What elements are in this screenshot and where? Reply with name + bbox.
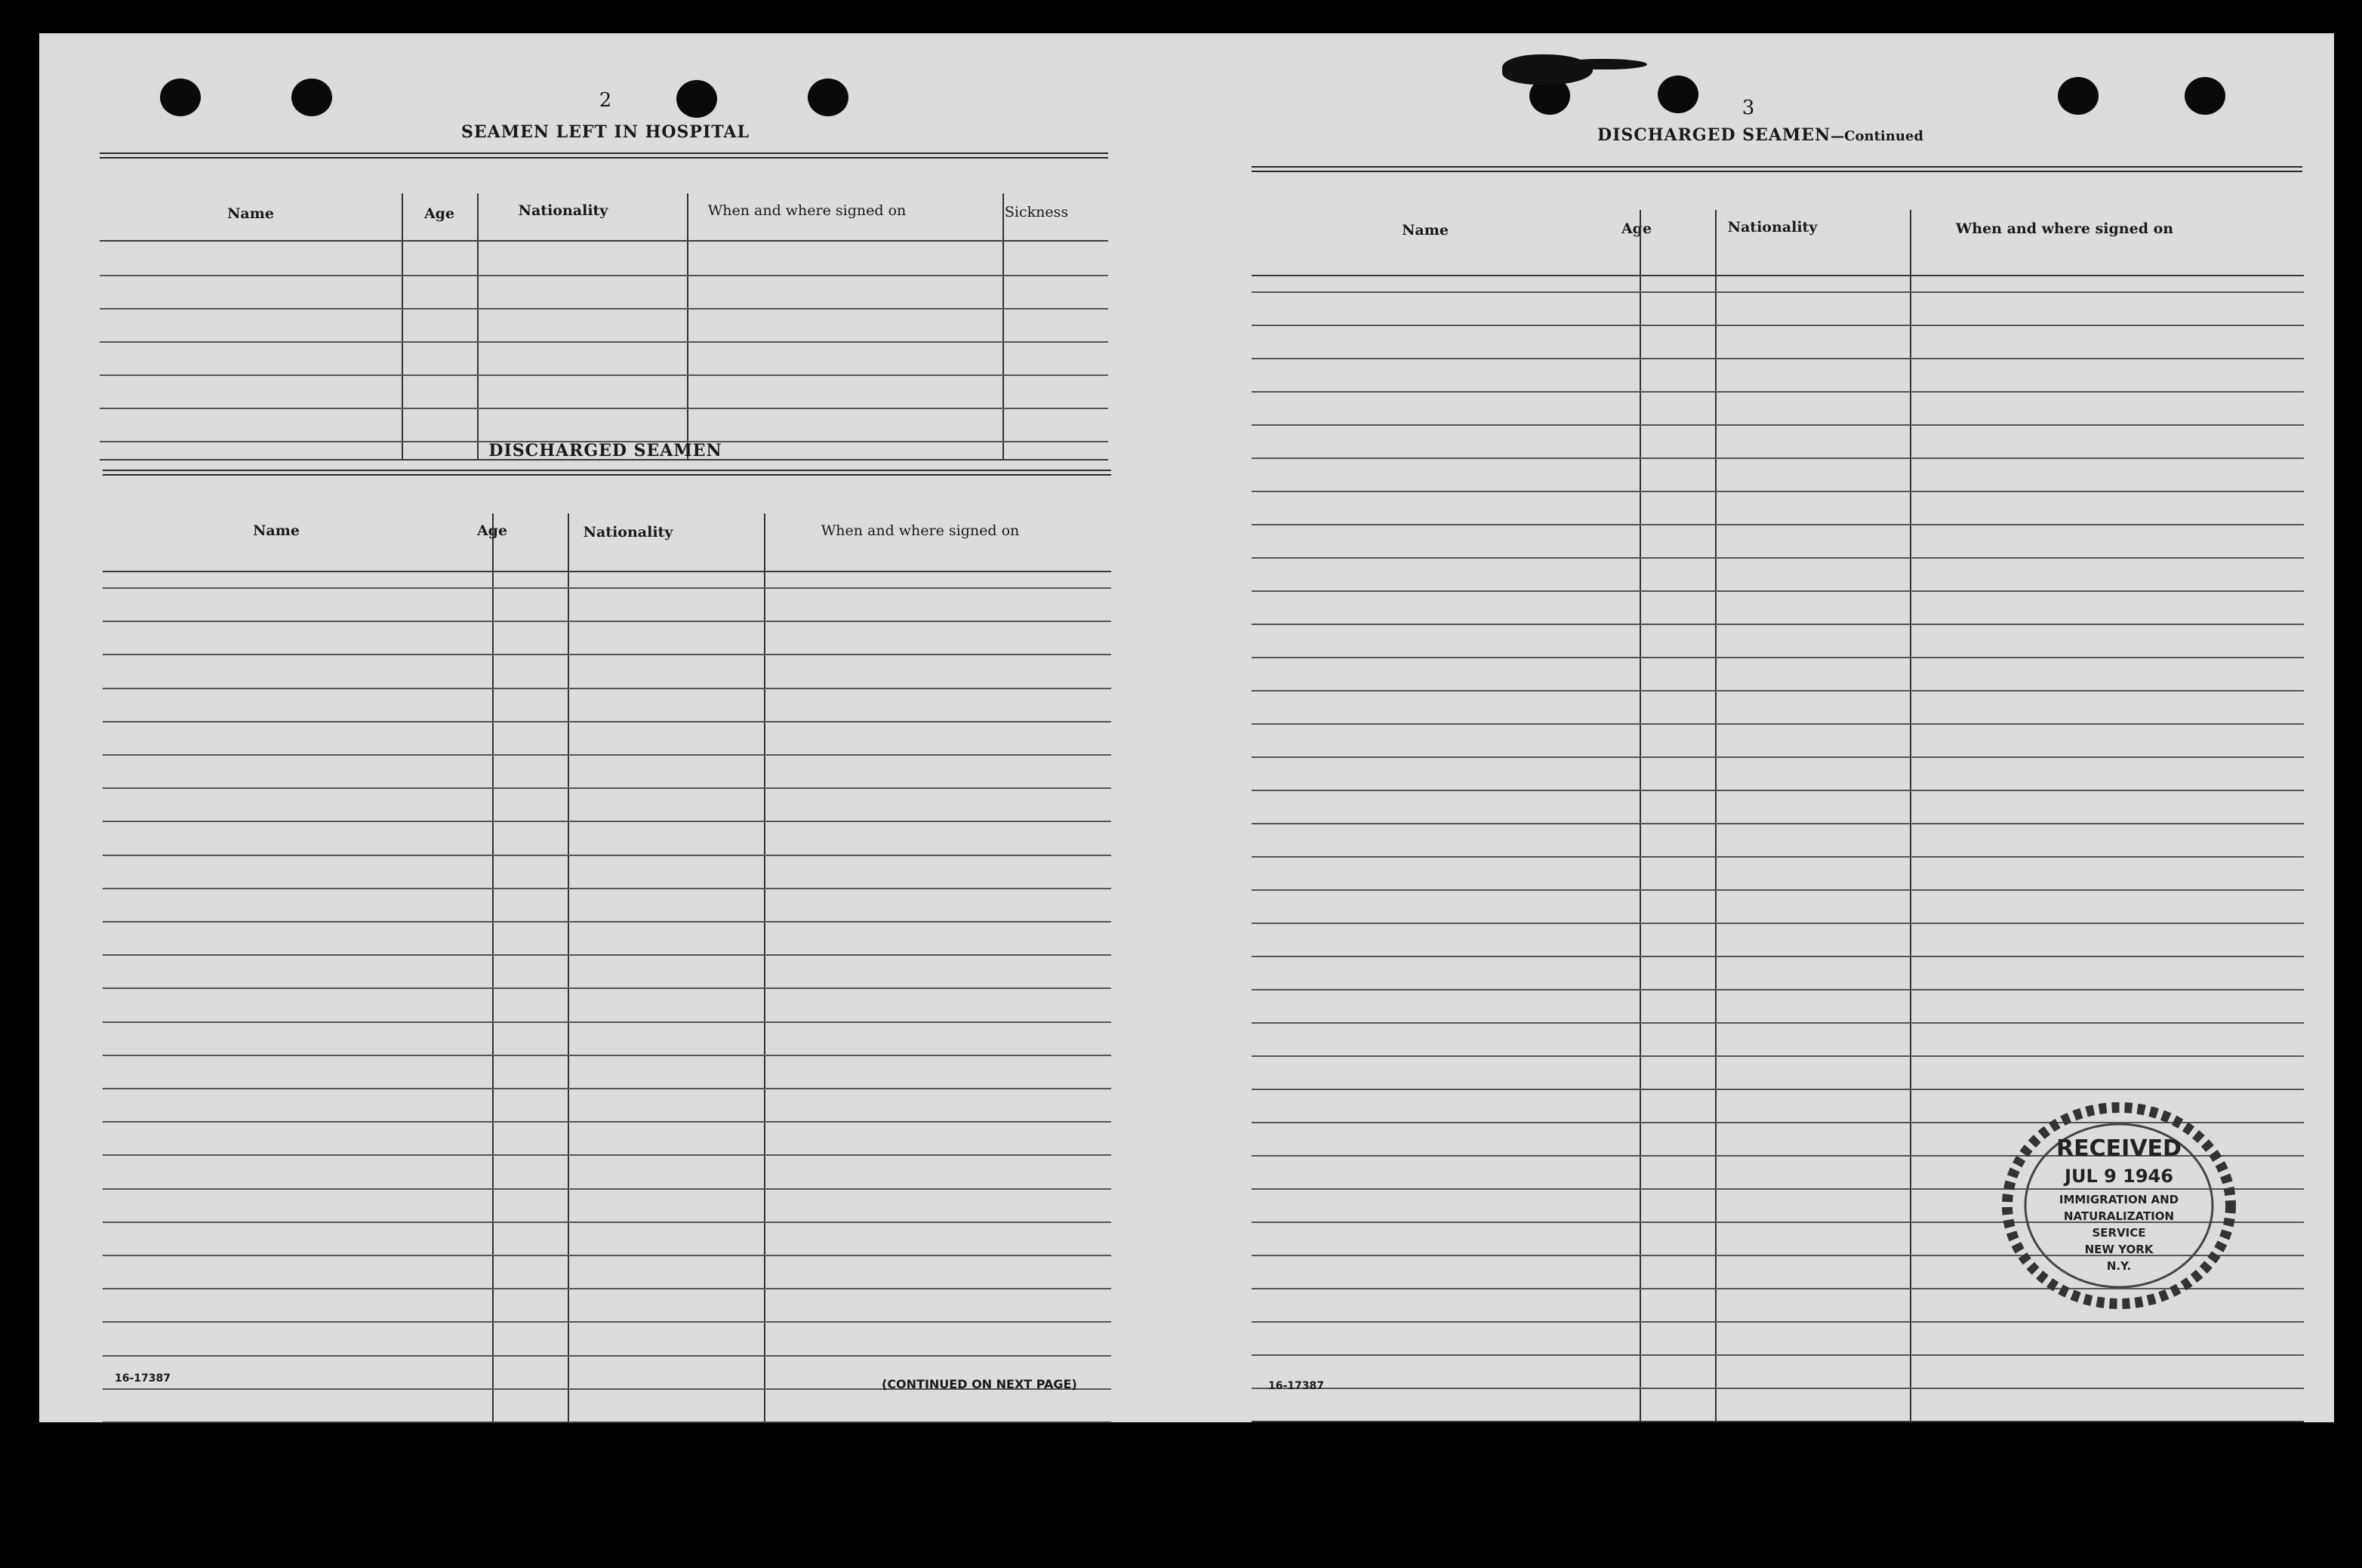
discharged-right-row-rule xyxy=(1252,1388,2304,1389)
discharged-left-row-rule xyxy=(103,621,1111,622)
hospital-col-signed-on: When and where signed on xyxy=(707,202,907,219)
discharged-left-row-rule xyxy=(103,1321,1111,1323)
discharged-left-row-rule xyxy=(103,1154,1111,1156)
received-stamp xyxy=(1994,1096,2243,1315)
hospital-col-divider xyxy=(687,193,688,459)
discharged-left-row-rule xyxy=(103,1021,1111,1023)
discharged-left-row-rule xyxy=(103,787,1111,789)
discharged-right-row-rule xyxy=(1252,590,2304,592)
discharged-left-row-rule xyxy=(103,754,1111,756)
stamp-line-state: N.Y. xyxy=(2106,1259,2132,1273)
discharged-left-row-rule xyxy=(103,1422,1111,1423)
discharged-left-col-signed-on: When and where signed on xyxy=(821,522,1020,539)
punch-hole xyxy=(2185,77,2225,115)
discharged-left-row-rule xyxy=(103,1221,1111,1223)
discharged-right-row-rule xyxy=(1252,657,2304,658)
discharged-right-row-rule xyxy=(1252,1022,2304,1024)
discharged-left-col-age: Age xyxy=(476,522,508,539)
stamp-line-city: NEW YORK xyxy=(2084,1243,2154,1256)
hospital-header-rule xyxy=(100,240,1108,242)
discharged-right-row-rule xyxy=(1252,856,2304,858)
discharged-right-row-rule xyxy=(1252,325,2304,326)
discharged-left-col-divider xyxy=(568,513,569,1422)
hospital-col-nationality: Nationality xyxy=(518,202,608,219)
discharged-right-row-rule xyxy=(1252,923,2304,924)
discharged-right-col-name: Name xyxy=(1402,222,1449,239)
discharged-left-col-nationality: Nationality xyxy=(583,524,673,541)
hospital-col-divider xyxy=(402,193,403,459)
stamp-line-date: JUL 9 1946 xyxy=(2065,1166,2173,1187)
discharged-left-row-rule xyxy=(103,721,1111,722)
discharged-right-row-rule xyxy=(1252,291,2304,293)
stamp-line-service: SERVICE xyxy=(2092,1226,2146,1240)
discharged-left-row-rule xyxy=(103,987,1111,989)
hospital-row-rule xyxy=(100,408,1108,409)
stamp-line-received: RECEIVED xyxy=(2056,1135,2182,1162)
punch-hole xyxy=(291,79,332,116)
discharged-right-row-rule xyxy=(1252,358,2304,359)
discharged-left-row-rule xyxy=(103,888,1111,889)
hospital-table xyxy=(100,159,1108,465)
discharged-right-row-rule xyxy=(1252,457,2304,459)
hospital-col-divider xyxy=(477,193,479,459)
hospital-top-rule xyxy=(100,152,1108,154)
hospital-row-rule xyxy=(100,275,1108,276)
discharged-left-row-rule xyxy=(103,1288,1111,1289)
discharged-right-col-age: Age xyxy=(1621,220,1652,237)
discharged-left-row-rule xyxy=(103,954,1111,956)
hospital-row-rule xyxy=(100,341,1108,343)
discharged-section-title: DISCHARGED SEAMEN xyxy=(488,441,722,461)
discharged-left-row-rule xyxy=(103,855,1111,856)
discharged-left-row-rule xyxy=(103,1188,1111,1190)
hospital-section-title: SEAMEN LEFT IN HOSPITAL xyxy=(461,122,750,142)
discharged-right-row-rule xyxy=(1252,723,2304,725)
discharged-right-col-signed-on: When and where signed on xyxy=(1955,220,2174,237)
discharged-right-row-rule xyxy=(1252,1055,2304,1057)
discharged-left-row-rule xyxy=(103,587,1111,589)
discharged-left-row-rule xyxy=(103,688,1111,689)
discharged-right-row-rule xyxy=(1252,557,2304,559)
discharged-right-row-rule xyxy=(1252,1321,2304,1323)
left-form-number: 16-17387 xyxy=(115,1372,171,1385)
hospital-col-sickness: Sickness xyxy=(1004,204,1069,220)
right-page-number: 3 xyxy=(1741,97,1755,119)
discharged-left-row-rule xyxy=(103,1055,1111,1056)
right-section-title-main: DISCHARGED SEAMEN xyxy=(1597,125,1831,145)
discharged-right-row-rule xyxy=(1252,1089,2304,1090)
discharged-right-row-rule xyxy=(1252,1421,2304,1422)
punch-hole xyxy=(808,79,848,116)
discharged-left-col-divider xyxy=(492,513,494,1422)
hospital-row-rule xyxy=(100,308,1108,310)
discharged-left-col-divider xyxy=(764,513,765,1422)
discharged-table-left xyxy=(103,476,1111,1404)
hospital-col-divider xyxy=(1002,193,1004,459)
continued-note: (CONTINUED ON NEXT PAGE) xyxy=(882,1377,1077,1391)
discharged-left-row-rule xyxy=(103,1355,1111,1357)
discharged-left-row-rule xyxy=(103,1255,1111,1256)
right-section-title-suffix: —Continued xyxy=(1831,128,1923,144)
discharged-left-col-name: Name xyxy=(253,522,300,539)
discharged-right-row-rule xyxy=(1252,524,2304,525)
discharged-top-rule xyxy=(103,470,1111,471)
discharged-right-row-rule xyxy=(1252,823,2304,824)
punch-hole xyxy=(2058,77,2099,115)
punch-hole xyxy=(160,79,201,116)
discharged-right-row-rule xyxy=(1252,491,2304,492)
discharged-left-header-rule xyxy=(103,571,1111,572)
punch-hole xyxy=(1658,75,1698,113)
discharged-right-row-rule xyxy=(1252,624,2304,625)
discharged-right-row-rule xyxy=(1252,889,2304,891)
discharged-left-row-rule xyxy=(103,921,1111,923)
discharged-left-row-rule xyxy=(103,1121,1111,1123)
discharged-right-row-rule xyxy=(1252,989,2304,990)
discharged-right-row-rule xyxy=(1252,956,2304,957)
hospital-row-rule xyxy=(100,374,1108,376)
ink-blot xyxy=(1564,59,1647,69)
discharged-right-row-rule xyxy=(1252,391,2304,393)
discharged-right-row-rule xyxy=(1252,424,2304,426)
discharged-right-row-rule xyxy=(1252,690,2304,692)
hospital-col-age: Age xyxy=(423,205,455,222)
right-top-rule xyxy=(1252,166,2302,168)
hospital-col-name: Name xyxy=(227,205,274,222)
discharged-right-row-rule xyxy=(1252,1354,2304,1356)
discharged-right-row-rule xyxy=(1252,756,2304,758)
discharged-right-header-rule xyxy=(1252,275,2304,276)
discharged-right-row-rule xyxy=(1252,790,2304,791)
right-section-title xyxy=(1597,125,1923,145)
discharged-left-row-rule xyxy=(103,1088,1111,1089)
left-page-number: 2 xyxy=(599,89,612,112)
stamp-line-naturalization: NATURALIZATION xyxy=(2063,1209,2175,1223)
right-form-number: 16-17387 xyxy=(1268,1380,1324,1392)
discharged-left-row-rule xyxy=(103,654,1111,655)
stamp-line-immigration: IMMIGRATION AND xyxy=(2059,1193,2179,1206)
punch-hole xyxy=(676,80,717,118)
ink-blot xyxy=(1502,54,1593,85)
discharged-right-col-nationality: Nationality xyxy=(1727,219,1818,236)
manifest-sheet xyxy=(39,33,2334,1422)
discharged-left-row-rule xyxy=(103,821,1111,822)
